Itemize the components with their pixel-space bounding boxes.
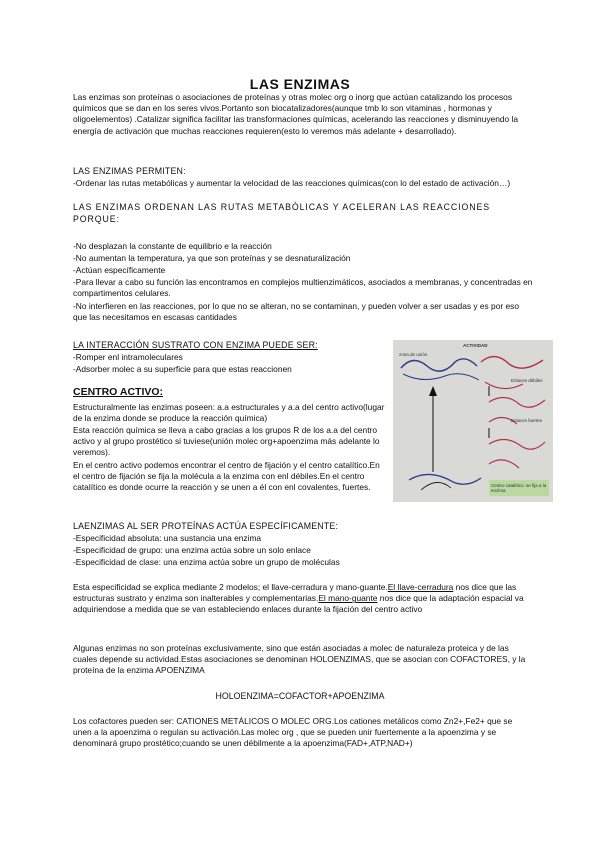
hand-glove-text: nos dice que la adaptación espacial va adquiriendose a medida que se van estableciendo enlaces durante la fijación del centro activo bbox=[73, 593, 524, 615]
especificidad-item-2: -Especificidad de grupo: una enzima actúa sobre un solo enlace bbox=[73, 545, 311, 555]
porque-item-2: -No aumentan la temperatura, ya que son proteínas y se desnaturalización bbox=[73, 253, 351, 263]
holoenzima-paragraph: Algunas enzimas no son proteínas exclusivamente, sino que están asociadas a molec de naturaleza proteica y de las cuales depende su actividad.Estas asociaciones se denominan HOLOENZIMAS, que se asocian con COFACTORES, y la proteína de la enzima APOENZIMA bbox=[73, 643, 526, 676]
centro-activo-heading: CENTRO ACTIVO: bbox=[73, 386, 164, 398]
permiten-item: -Ordenar las rutas metabólicas y aumentar la velocidad de las reacciones químicas(con lo del estado de activación…) bbox=[73, 178, 511, 188]
enzyme-activity-figure bbox=[393, 340, 553, 502]
porque-item-4: -Para llevar a cabo su función las encontramos en complejos multienzimáticos, asociados a membranas, y concentradas en compartimentos celulares. bbox=[73, 277, 533, 299]
models-intro-text: Esta especificidad se explica mediante 2 modelos; el llave-cerradura y mano-guante. bbox=[73, 582, 388, 592]
permiten-heading: LAS ENZIMAS PERMITEN: bbox=[73, 166, 186, 176]
centro-activo-p3: En el centro activo podemos encontrar el centro de fijación y el centro catalítico.En el centro de fijación se fija la molécula a la enzima con enl débiles.En el centro catalítico es donde ocurre la reacción y se unen a él con enl covalentes, fuertes. bbox=[73, 460, 380, 493]
centro-activo-p1: Estructuralmente las enzimas poseen: a.a estructurales y a.a del centro activo(lugar de la enzima donde se produce la reacción química) bbox=[73, 402, 385, 424]
interaccion-item-1: -Romper enl intramoleculares bbox=[73, 352, 183, 362]
interaccion-item-2: -Adsorber molec a su superficie para que estas reaccionen bbox=[73, 364, 292, 374]
porque-item-5: -No interfieren en las reacciones, por lo que no se alteran, no se contaminan, y pueden volver a ser usadas y es por eso que las necesitamos en escasas cantidades bbox=[73, 301, 519, 323]
centro-activo-p2: Esta reacción química se lleva a cabo gracias a los grupos R de los a.a del centro activo y al grupo prostético si tuviese(unión molec org+apoenzima más adelante lo veremos). bbox=[73, 425, 380, 458]
especificidad-explanation bbox=[73, 582, 533, 616]
cofactores-paragraph: Los cofactores pueden ser: CATIONES METÁLICOS O MOLEC ORG.Los cationes metálicos como Zn2+,Fe2+ que se unen a la apoenzima o regulan su activación.Las molec org , que se pueden unir fuertemente a la apoenzima y se denominará grupo prostético;cuando se unen débilmente a la apoenzima(FAD+,ATP,NAD+) bbox=[73, 716, 513, 749]
figure-label-weak-bonds: Enlaces débiles bbox=[511, 378, 543, 383]
figure-label-catalytic: Centro catalítico: se fija a la enzima bbox=[491, 483, 547, 493]
holoenzima-formula: HOLOENZIMA=COFACTOR+APOENZIMA bbox=[215, 691, 385, 701]
lock-key-text: nos dice que las estructuras sustrato y enzima son inalterables y complementarias. bbox=[73, 582, 517, 604]
lock-key-label: El llave-cerradura bbox=[387, 582, 454, 592]
porque-item-3: -Actúan específicamente bbox=[73, 265, 166, 275]
porque-item-1: -No desplazan la constante de equilibrio e la reacción bbox=[73, 241, 272, 251]
page-title: LAS ENZIMAS bbox=[249, 76, 351, 92]
figure-label-strong-bonds: Enlaces fuertes bbox=[511, 418, 543, 423]
porque-heading: LAS ENZIMAS ORDENAN LAS RUTAS METABÓLICAS Y ACELERAN LAS REACCIONES PORQUE: bbox=[73, 202, 490, 224]
intro-paragraph: Las enzimas son proteínas o asociaciones de proteínas y otras molec org o inorg que actúan catalizando los procesos químicos que se dan en los seres vivos.Portanto son biocatalizadores(aunque tmb lo son vitaminas , hormonas y oligoelementos) .Catalizar significa facilitar las transformaciones químicas, acelerando las reacciones y disminuyendo la energía de activación que muchas reacciones requieren(esto lo veremos más adelante + desarrollado). bbox=[73, 92, 519, 136]
especificidad-item-1: -Especificidad absoluta: una sustancia una enzima bbox=[73, 533, 262, 543]
figure-label-activity: ACTIVIDAD bbox=[463, 343, 488, 348]
especificidad-heading: LAENZIMAS AL SER PROTEÍNAS ACTÚA ESPECÍFICAMENTE: bbox=[73, 521, 339, 531]
figure-label-union: zona de unión bbox=[399, 352, 428, 357]
especificidad-item-3: -Especificidad de clase: una enzima actúa sobre un grupo de moléculas bbox=[73, 557, 340, 567]
hand-glove-label: El mano-guante bbox=[318, 593, 378, 604]
interaccion-heading: LA INTERACCIÓN SUSTRATO CON ENZIMA PUEDE SER: bbox=[73, 340, 318, 350]
